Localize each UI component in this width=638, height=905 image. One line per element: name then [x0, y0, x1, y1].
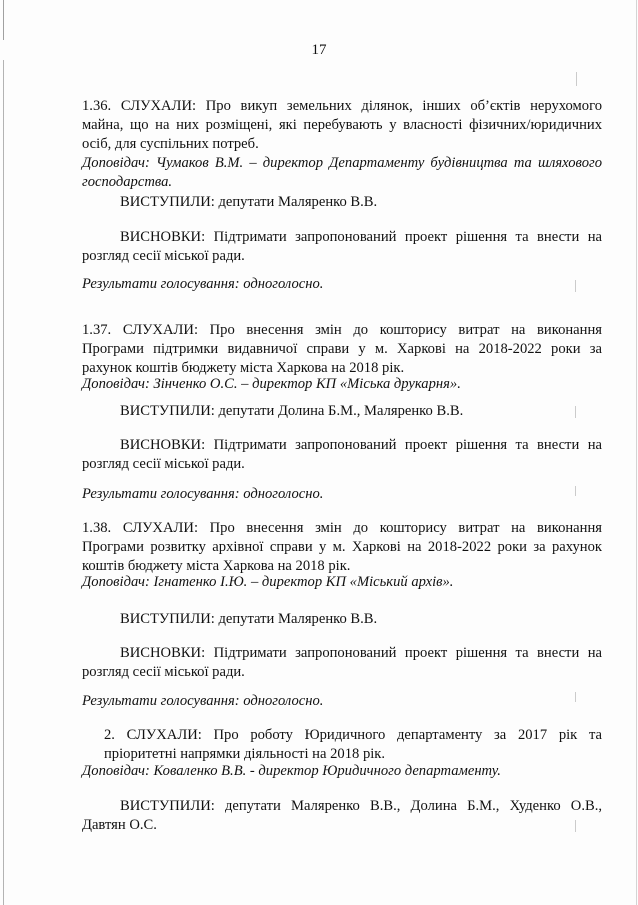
conclusion-line: ВИСНОВКИ: Підтримати запропонований проект рішення та внести на	[120, 437, 602, 453]
scan-artifact	[575, 692, 576, 702]
heard-line: коштів бюджету міста Харкова на 2018 рік.	[82, 558, 351, 574]
item-1-38-speaker	[82, 573, 602, 592]
item-1-38-vote: Результати голосування: одноголосно.	[82, 693, 324, 709]
conclusion-line: розгляд сесії міської ради.	[82, 248, 245, 264]
item-1-36-conclusion	[82, 228, 602, 266]
item-2-speaker	[82, 762, 602, 781]
item-1-38-spoke: ВИСТУПИЛИ: депутати Маляренко В.В.	[120, 611, 378, 627]
item-1-36-spoke: ВИСТУПИЛИ: депутати Маляренко В.В.	[120, 194, 378, 210]
speaker-line: Доповідач: Чумаков В.М. – директор Департаменту будівництва та шляхового	[82, 155, 602, 171]
conclusion-line: розгляд сесії міської ради.	[82, 456, 245, 472]
item-1-38-heard	[82, 519, 602, 576]
spoke-line: Давтян О.С.	[82, 817, 157, 833]
scan-edge-right	[636, 0, 637, 905]
item-2-heard	[82, 726, 602, 764]
conclusion-line: розгляд сесії міської ради.	[82, 664, 245, 680]
heard-line: 1.37. СЛУХАЛИ: Про внесення змін до кошторису витрат на виконання	[82, 322, 602, 338]
speaker-line: Доповідач: Зінченко О.С. – директор КП «Міська друкарня».	[82, 376, 461, 392]
heard-line: Програми розвитку архівної справи у м. Харкові на 2018-2022 роки за рахунок	[82, 539, 602, 555]
item-1-37-heard	[82, 321, 602, 378]
item-1-37-vote: Результати голосування: одноголосно.	[82, 486, 324, 502]
item-2-spoke	[82, 797, 602, 835]
scan-edge-left	[3, 0, 4, 905]
speaker-line: Доповідач: Ігнатенко І.Ю. – директор КП «Міський архів».	[82, 574, 454, 590]
speaker-line: Доповідач: Коваленко В.В. - директор Юридичного департаменту.	[82, 763, 501, 779]
heard-line: Програми підтримки видавничої справи у м. Харкові на 2018-2022 роки за	[82, 341, 602, 357]
item-1-36-vote: Результати голосування: одноголосно.	[82, 276, 324, 292]
heard-line: пріоритетні напрямки діяльності на 2018 рік.	[104, 746, 386, 762]
page-number: 17	[311, 42, 327, 58]
heard-line: осіб, для суспільних потреб.	[82, 136, 259, 152]
item-1-37-spoke: ВИСТУПИЛИ: депутати Долина Б.М., Маляренко В.В.	[120, 403, 464, 419]
conclusion-line: ВИСНОВКИ: Підтримати запропонований проект рішення та внести на	[120, 645, 602, 661]
item-1-37-speaker	[82, 375, 602, 394]
heard-line: майна, що на них розміщені, які перебувають у власності фізичних/юридичних	[82, 117, 602, 133]
scan-artifact	[575, 406, 576, 418]
conclusion-line: ВИСНОВКИ: Підтримати запропонований проект рішення та внести на	[120, 229, 602, 245]
item-1-36-speaker	[82, 154, 602, 192]
heard-line: 2. СЛУХАЛИ: Про роботу Юридичного департаменту за 2017 рік та	[104, 727, 602, 743]
item-1-36-heard	[82, 97, 602, 154]
item-1-38-conclusion	[82, 644, 602, 682]
scan-artifact	[575, 820, 576, 832]
scan-artifact	[575, 280, 576, 292]
speaker-line: господарства.	[82, 174, 173, 190]
item-1-37-conclusion	[82, 436, 602, 474]
scan-artifact	[576, 72, 577, 86]
heard-line: 1.38. СЛУХАЛИ: Про внесення змін до кошторису витрат на виконання	[82, 520, 602, 536]
spoke-line: ВИСТУПИЛИ: депутати Маляренко В.В., Долина Б.М., Худенко О.В.,	[120, 798, 602, 814]
heard-line: 1.36. СЛУХАЛИ: Про викуп земельних ділянок, інших об’єктів нерухомого	[82, 98, 602, 114]
scan-artifact	[575, 486, 576, 496]
heard-line: рахунок коштів бюджету міста Харкова на 2018 рік.	[82, 360, 405, 376]
